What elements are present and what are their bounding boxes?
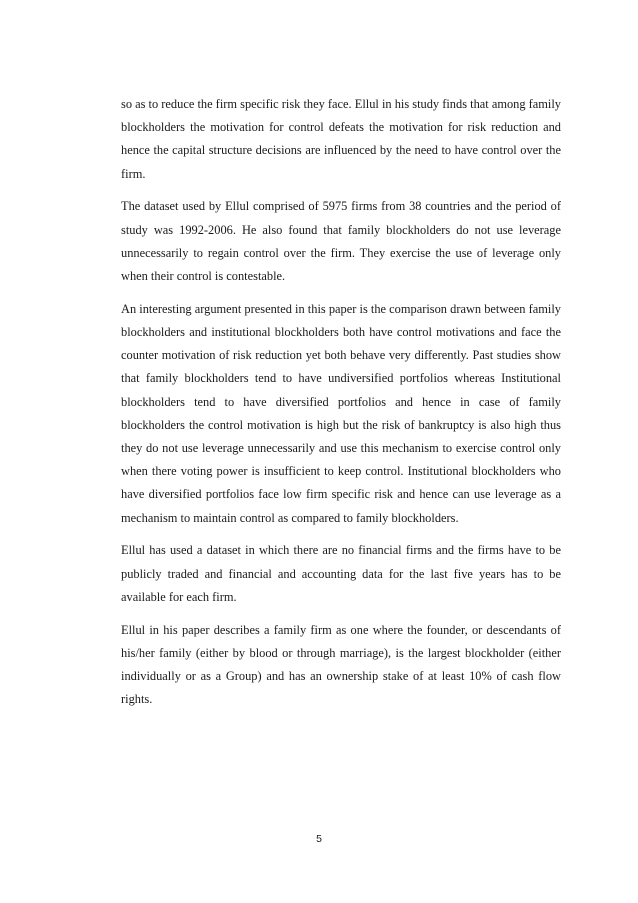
paragraph-3: An interesting argument presented in this paper is the comparison drawn between family blockholders and institutional blockholders both have control motivations and face the counter motivation of risk reduction yet both behave very differently. Past studies show that family blockholders tend to have undiversified portfolios whereas Institutional blockholders tend to have diversified portfolios and hence in case of family blockholders the control motivation is high but the risk of bankruptcy is also high thus they do not use leverage unnecessarily and use this mechanism to exercise control only when there voting power is insufficient to keep control. Institutional blockholders who have diversified portfolios face low firm specific risk and hence can use leverage as a mechanism to maintain control as compared to family blockholders.	[121, 301, 561, 525]
paragraph-2: The dataset used by Ellul comprised of 5975 firms from 38 countries and the period of study was 1992-2006. He also found that family blockholders do not use leverage unnecessarily to regain control over the firm. They exercise the use of leverage only when their control is contestable.	[121, 199, 561, 284]
paragraph-5: Ellul in his paper describes a family firm as one where the founder, or descendants of his/her family (either by blood or through marriage), is the largest blockholder (either individually or as a Group) and has an ownership stake of at least 10% of cash flow rights.	[121, 622, 561, 707]
body-text	[121, 93, 561, 721]
paragraph-4: Ellul has used a dataset in which there are no financial firms and the firms have to be publicly traded and financial and accounting data for the last five years has to be available for each firm.	[121, 543, 561, 604]
paragraph-1: so as to reduce the firm specific risk they face. Ellul in his study finds that among family blockholders the motivation for control defeats the motivation for risk reduction and hence the capital structure decisions are influenced by the need to have control over the firm.	[121, 97, 561, 181]
page-number: 5	[316, 833, 322, 845]
